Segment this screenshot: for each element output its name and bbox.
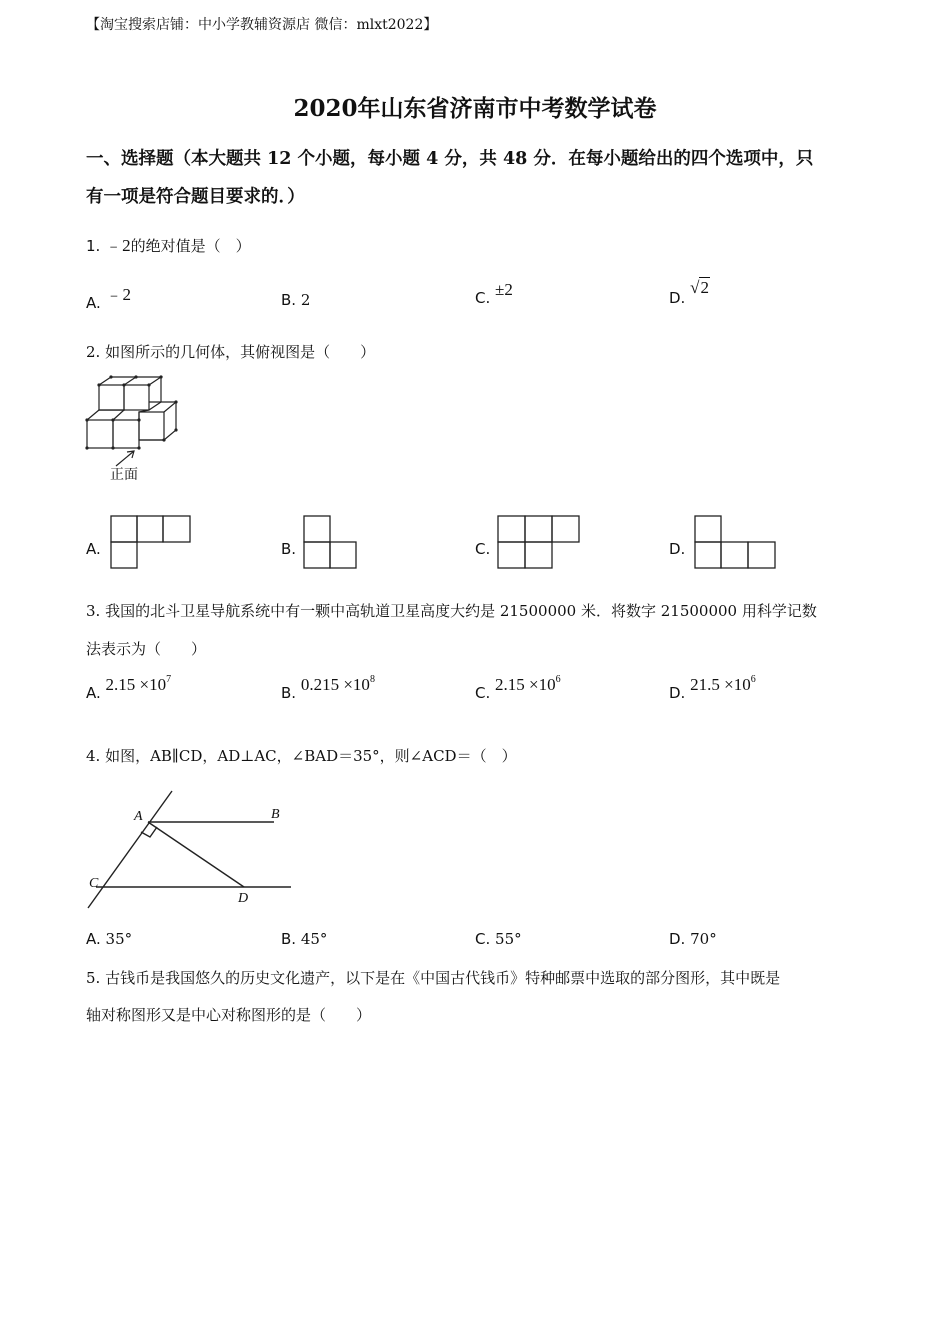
- option-letter: C.: [475, 930, 491, 948]
- question-3-line1: 3. 我国的北斗卫星导航系统中有一颗中高轨道卫星高度大约是 21500000 米．将数字 21500000 用科学记数: [86, 602, 817, 620]
- q4-option-c: [475, 930, 522, 948]
- option-value: 70°: [690, 930, 717, 948]
- option-letter: B.: [281, 930, 297, 948]
- question-1-math: ﹣2: [105, 236, 131, 255]
- section-heading-line2: 有一项是符合题目要求的．）: [86, 187, 305, 207]
- question-1-number: 1.: [86, 237, 101, 255]
- q2-option-b-letter: B.: [281, 540, 297, 558]
- question-5-line1: 5. 古钱币是我国悠久的历史文化遗产，以下是在《中国古代钱币》特种邮票中选取的部分图形，其中既是: [86, 969, 781, 987]
- q4-geometry-figure: [86, 790, 296, 915]
- option-value: ±2: [495, 280, 513, 299]
- sqrt-two: [690, 278, 710, 298]
- option-value: 55°: [495, 930, 522, 948]
- option-letter: C.: [475, 684, 491, 702]
- front-label: 正面: [110, 467, 138, 483]
- q2-option-d-letter: D.: [669, 540, 686, 558]
- option-letter: B.: [281, 684, 297, 702]
- question-3-line2: 法表示为（ ）: [86, 640, 207, 658]
- option-letter: D.: [669, 684, 686, 702]
- shop-header: 【淘宝搜索店铺：中小学教辅资源店 微信：mlxt2022】: [86, 17, 438, 33]
- label-b: B: [271, 807, 280, 822]
- q3-option-d: [669, 674, 756, 703]
- q2-option-c-letter: C.: [475, 540, 491, 558]
- q1-option-c: [475, 280, 513, 308]
- option-value: $2.15 \times 10^6$: [495, 674, 561, 694]
- option-letter: A.: [86, 930, 101, 948]
- q2-solid-figure: [86, 374, 196, 484]
- option-value: $21.5 \times 10^6$: [690, 674, 756, 694]
- option-value: ﹣2: [105, 285, 132, 304]
- question-5-line2: 轴对称图形又是中心对称图形的是（ ）: [86, 1006, 372, 1024]
- q2-option-c-figure: [497, 515, 581, 571]
- question-2: 2. 如图所示的几何体，其俯视图是（ ）: [86, 343, 376, 361]
- option-letter: A.: [86, 684, 101, 702]
- option-letter: D.: [669, 930, 686, 948]
- label-a: A: [134, 809, 143, 824]
- q2-option-d-figure: [694, 515, 778, 571]
- q1-option-a: [86, 285, 132, 313]
- option-letter: C.: [475, 289, 491, 307]
- q3-option-b: [281, 674, 375, 703]
- option-value: $2.15 \times 10^7$: [105, 674, 172, 694]
- option-value: 2: [300, 291, 311, 309]
- section-heading-line1: 一、选择题（本大题共 12 个小题，每小题 4 分，共 48 分．在每小题给出的四个选项中，只: [86, 149, 814, 169]
- q4-option-d: [669, 930, 717, 948]
- radicand: 2: [700, 278, 709, 297]
- question-1-text: 的绝对值是（ ）: [130, 237, 251, 255]
- option-letter: B.: [281, 291, 297, 309]
- question-4: 4. 如图，AB∥CD，AD⊥AC，∠BAD＝35°，则∠ACD＝（ ）: [86, 747, 517, 765]
- q2-option-b-figure: [303, 515, 359, 571]
- question-1: [86, 231, 251, 256]
- option-letter: A.: [86, 294, 101, 312]
- q2-option-a-figure: [110, 515, 192, 570]
- q4-option-b: [281, 930, 327, 948]
- option-value: $0.215 \times 10^8$: [300, 674, 375, 694]
- q4-option-a: [86, 930, 132, 948]
- page-title: 2020年山东省济南市中考数学试卷: [293, 95, 657, 122]
- option-value: 45°: [300, 930, 328, 948]
- option-letter: D.: [669, 289, 686, 307]
- label-c: C: [89, 876, 99, 891]
- q1-option-d: [669, 278, 710, 308]
- q3-option-a: [86, 674, 172, 703]
- q2-option-a-letter: A.: [86, 540, 101, 558]
- label-d: D: [238, 891, 249, 906]
- radical-sign: √: [690, 278, 700, 297]
- q1-option-b: [281, 291, 310, 309]
- q3-option-c: [475, 674, 561, 703]
- option-value: 35°: [105, 930, 133, 948]
